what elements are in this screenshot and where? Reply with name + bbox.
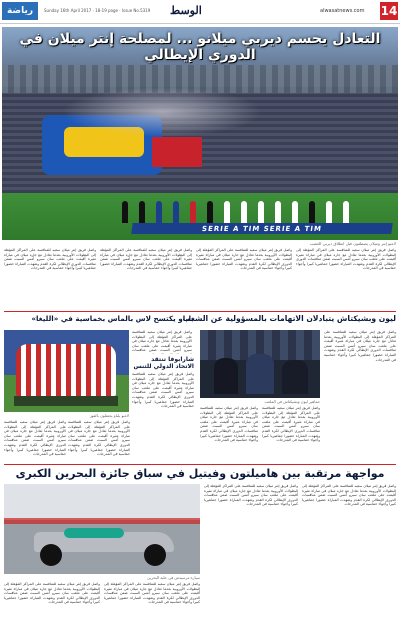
lyon-text: واصل فريق إنتر ميلان سعيه للمنافسة على المراكز المؤهلة إلى البطولات الأوروبية بعدما تعادل مع جاره ميلان في مباراة مثيرة أقيمت على ملعب سان سيرو أمس السبت ضمن منافسات الدوري الإيطالي لكرة القدم وشهدت المباراة حضورا جماهيريا كبيرا وأجواء حماسية في المدرجات: [200, 406, 258, 443]
serie-a-banner: SERIE A TIM SERIE A TIM: [131, 223, 393, 234]
lyon-headline[interactable]: ليون وبشيكتاش يتبادلان الاتهامات بالمسؤولية عن الشغب: [182, 314, 396, 323]
player-figure: [241, 201, 247, 223]
article-column: واصل فريق إنتر ميلان سعيه للمنافسة على المراكز المؤهلة إلى البطولات الأوروبية بعدما تعادل مع جاره ميلان في مباراة مثيرة أقيمت على ملعب سان سيرو أمس السبت ضمن منافسات الدوري الإيطالي لكرة القدم وشهدت المباراة حضورا جماهيريا كبيرا وأجواء حماسية في المدرجات: [196, 248, 292, 271]
player-figure: [292, 201, 298, 223]
player-figure: [258, 201, 264, 223]
article-column: واصل فريق إنتر ميلان سعيه للمنافسة على المراكز المؤهلة إلى البطولات الأوروبية بعدما تعادل مع جاره ميلان في مباراة مثيرة أقيمت على ملعب سان سيرو أمس السبت ضمن منافسات الدوري الإيطالي لكرة القدم وشهدت المباراة حضورا جماهيريا كبيرا وأجواء حماسية في المدرجات: [100, 248, 192, 271]
section-tag[interactable]: رياضة: [2, 2, 38, 20]
lyon-text: واصل فريق إنتر ميلان سعيه للمنافسة على المراكز المؤهلة إلى البطولات الأوروبية بعدما تعادل مع جاره ميلان في مباراة مثيرة أقيمت على ملعب سان سيرو أمس السبت ضمن منافسات الدوري الإيطالي لكرة القدم وشهدت المباراة حضورا جماهيريا كبيرا وأجواء حماسية في المدرجات: [324, 330, 396, 362]
hero-photo: [2, 27, 398, 240]
player-figure: [343, 201, 349, 223]
masthead: [0, 0, 400, 24]
f1-text: واصل فريق إنتر ميلان سعيه للمنافسة على المراكز المؤهلة إلى البطولات الأوروبية بعدما تعادل مع جاره ميلان في مباراة مثيرة أقيمت على ملعب سان سيرو أمس السبت ضمن منافسات الدوري الإيطالي لكرة القدم وشهدت المباراة حضورا جماهيريا كبيرا وأجواء حماسية في المدرجات: [104, 582, 200, 605]
f1-text: واصل فريق إنتر ميلان سعيه للمنافسة على المراكز المؤهلة إلى البطولات الأوروبية بعدما تعادل مع جاره ميلان في مباراة مثيرة أقيمت على ملعب سان سيرو أمس السبت ضمن منافسات الدوري الإيطالي لكرة القدم وشهدت المباراة حضورا جماهيريا كبيرا وأجواء حماسية في المدرجات: [302, 484, 396, 507]
hero-caption: لاعبو إنتر وميلان يصطفون قبل انطلاق ديربي الغضب: [309, 241, 396, 246]
newspaper-logo: الوسط: [170, 4, 202, 17]
article-column: واصل فريق إنتر ميلان سعيه للمنافسة على المراكز المؤهلة إلى البطولات الأوروبية بعدما تعادل مع جاره ميلان في مباراة مثيرة أقيمت على ملعب سان سيرو أمس السبت ضمن منافسات الدوري الإيطالي لكرة القدم وشهدت المباراة حضورا جماهيريا كبيرا وأجواء حماسية في المدرجات: [296, 248, 396, 271]
player-figure: [156, 201, 162, 223]
lyon-text: واصل فريق إنتر ميلان سعيه للمنافسة على المراكز المؤهلة إلى البطولات الأوروبية بعدما تعادل مع جاره ميلان في مباراة مثيرة أقيمت على ملعب سان سيرو أمس السبت ضمن منافسات الدوري الإيطالي لكرة القدم وشهدت المباراة حضورا جماهيريا كبيرا وأجواء حماسية في المدرجات: [262, 406, 320, 443]
player-figure: [207, 201, 213, 223]
page-number: 14: [380, 4, 398, 18]
bilbao-text: واصل فريق إنتر ميلان سعيه للمنافسة على المراكز المؤهلة إلى البطولات الأوروبية بعدما تعادل مع جاره ميلان في مباراة مثيرة أقيمت على ملعب سان سيرو أمس السبت ضمن منافسات الدوري الإيطالي لكرة القدم وشهدت المباراة حضورا جماهيريا كبيرا وأجواء حماسية في المدرجات: [4, 420, 66, 457]
lyon-photo: [200, 330, 320, 398]
player-figure: [139, 201, 145, 223]
hero-headline[interactable]: التعادل يحسم ديربي ميلانو ... لمصلحة إنتر ميلان في الدوري الإيطالي: [19, 31, 381, 63]
sharapova-text: واصل فريق إنتر ميلان سعيه للمنافسة على المراكز المؤهلة إلى البطولات الأوروبية بعدما تعادل مع جاره ميلان في مباراة مثيرة أقيمت على ملعب سان سيرو أمس السبت ضمن منافسات الدوري الإيطالي لكرة القدم وشهدت المباراة حضورا جماهيريا كبيرا وأجواء حماسية في المدرجات: [132, 372, 194, 409]
divider: [4, 311, 396, 312]
player-figure: [275, 201, 281, 223]
f1-caption: سيارة مرسيدس في حلبة البحرين: [147, 575, 200, 580]
player-figure: [326, 201, 332, 223]
f1-text: واصل فريق إنتر ميلان سعيه للمنافسة على المراكز المؤهلة إلى البطولات الأوروبية بعدما تعادل مع جاره ميلان في مباراة مثيرة أقيمت على ملعب سان سيرو أمس السبت ضمن منافسات الدوري الإيطالي لكرة القدم وشهدت المباراة حضورا جماهيريا كبيرا وأجواء حماسية في المدرجات: [204, 484, 298, 507]
player-figure: [173, 201, 179, 223]
bilbao-headline[interactable]: بلباو يكتسح لاس بالماس بخماسية في «الليغا»: [31, 314, 194, 323]
f1-text: واصل فريق إنتر ميلان سعيه للمنافسة على المراكز المؤهلة إلى البطولات الأوروبية بعدما تعادل مع جاره ميلان في مباراة مثيرة أقيمت على ملعب سان سيرو أمس السبت ضمن منافسات الدوري الإيطالي لكرة القدم وشهدت المباراة حضورا جماهيريا كبيرا وأجواء حماسية في المدرجات: [4, 582, 100, 605]
issue-meta: Sunday 16th April 2017 · 18-19 page · Issue No.5319: [44, 8, 151, 13]
f1-photo: [4, 484, 200, 574]
lyon-caption: جماهير ليون وبشيكتاش في الملعب: [264, 399, 320, 404]
player-figure: [122, 201, 128, 223]
bilbao-photo: [4, 330, 129, 412]
website-url[interactable]: alwasatnews.com: [320, 8, 365, 14]
player-figure: [190, 201, 196, 223]
bilbao-text: واصل فريق إنتر ميلان سعيه للمنافسة على المراكز المؤهلة إلى البطولات الأوروبية بعدما تعادل مع جاره ميلان في مباراة مثيرة أقيمت على ملعب سان سيرو أمس السبت ضمن منافسات الدوري الإيطالي لكرة القدم وشهدت المباراة حضورا جماهيريا كبيرا وأجواء حماسية في المدرجات: [68, 420, 130, 457]
divider: [4, 464, 396, 465]
player-figure: [224, 201, 230, 223]
lineup-players: [122, 197, 372, 223]
bilbao-caption: لاعبو بلباو يحتفلون بالفوز: [89, 413, 129, 418]
f1-headline[interactable]: مواجهة مرتقبة بين هاميلتون وفيتيل في سباق جائزة البحرين الكبرى: [15, 467, 385, 480]
sharapova-headline[interactable]: شارابوفا تنتقد الاتحاد الدولي للتنس: [133, 356, 194, 370]
player-figure: [309, 201, 315, 223]
article-column: واصل فريق إنتر ميلان سعيه للمنافسة على المراكز المؤهلة إلى البطولات الأوروبية بعدما تعادل مع جاره ميلان في مباراة مثيرة أقيمت على ملعب سان سيرو أمس السبت ضمن منافسات الدوري الإيطالي لكرة القدم وشهدت المباراة حضورا جماهيريا كبيرا وأجواء حماسية في المدرجات: [4, 248, 96, 271]
column-text: واصل فريق إنتر ميلان سعيه للمنافسة على المراكز المؤهلة إلى البطولات الأوروبية بعدما تعادل مع جاره ميلان في مباراة مثيرة أقيمت على ملعب سان سيرو أمس السبت ضمن منافسات: [132, 330, 192, 353]
